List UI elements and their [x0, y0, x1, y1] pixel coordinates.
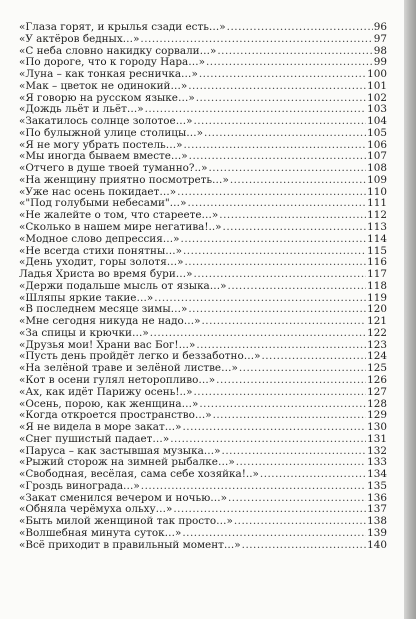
toc-entry-title: «Мне сегодня никуда не надо…» [19, 315, 201, 328]
toc-entry-title: «Мы иногда бываем вместе…» [19, 150, 188, 163]
toc-entry-page-number: 121 [367, 315, 387, 328]
toc-entry-page-number: 131 [367, 432, 387, 445]
toc-entry-title: «У актёров бедных…» [19, 32, 140, 45]
toc-entry-title: «Закатилось солнце золотое…» [19, 115, 193, 128]
toc-entry-title: «По булыжной улице столицы…» [19, 126, 204, 139]
toc-entry-title: Ладья Христа во время бури…» [19, 268, 193, 281]
toc-entry-title: «Шляпы яркие такие…» [19, 291, 154, 304]
toc-leader-dots [216, 375, 366, 387]
toc-entry-title: «Мак – цветок не одинокий…» [19, 79, 188, 92]
toc-entry-page-number: 109 [367, 173, 387, 186]
toc-entry-page-number: 138 [367, 515, 387, 528]
toc-entry-title: «Модное слово депрессия…» [19, 232, 180, 245]
toc-entry-page-number: 110 [367, 185, 387, 198]
toc-leader-dots [188, 81, 366, 93]
toc-entry-page-number: 106 [367, 138, 387, 151]
toc-entry-title: «На зелёной траве и зелёной листве…» [19, 362, 238, 375]
toc-leader-dots [182, 528, 366, 540]
toc-leader-dots [227, 22, 373, 34]
toc-entry-title: «Не всегда стихи понятны…» [19, 244, 182, 257]
toc-entry-title: «Быть милой женщиной так просто…» [19, 515, 233, 528]
toc-entry-title: «Волшебная минута суток…» [19, 526, 182, 539]
toc-entry-title: «За спицы и крючки…» [19, 326, 149, 339]
toc-entry-title: «Пусть день пройдёт легко и беззаботно…» [19, 350, 261, 363]
toc-entry-page-number: 134 [367, 468, 387, 481]
toc-leader-dots [228, 493, 366, 505]
toc-entry-page-number: 129 [367, 409, 387, 422]
toc-entry-title: «Осень, порою, как женщина…» [19, 397, 199, 410]
toc-entry [19, 81, 387, 93]
toc-leader-dots [140, 34, 372, 46]
toc-entry-title: «Глаза горят, и крылья сзади есть…» [19, 21, 226, 33]
toc-entry [19, 481, 387, 493]
toc-entry-title: «Держи подальше мысль от языка…» [19, 279, 227, 292]
toc-entry [19, 175, 387, 187]
toc-entry-page-number: 113 [367, 221, 387, 234]
toc-entry-page-number: 100 [367, 68, 387, 81]
toc-leader-dots [206, 57, 373, 69]
toc-leader-dots [223, 222, 367, 234]
toc-leader-dots [201, 316, 366, 328]
toc-entry [19, 281, 387, 293]
toc-leader-dots [199, 69, 366, 81]
toc-entry-page-number: 124 [367, 350, 387, 363]
toc-entry-page-number: 139 [367, 526, 387, 539]
toc-leader-dots [242, 540, 367, 552]
toc-entry-page-number: 108 [367, 162, 387, 175]
toc-entry-title: «Обняла черёмуха ольху…» [19, 503, 173, 516]
toc-leader-dots [219, 210, 366, 222]
toc-entry-page-number: 98 [373, 44, 387, 57]
toc-leader-dots [183, 422, 367, 434]
toc-entry [19, 540, 387, 552]
toc-entry [19, 387, 387, 399]
toc-entry [19, 328, 387, 340]
toc-entry-title: «Снег пушистый падает…» [19, 432, 170, 445]
toc-entry [19, 375, 387, 387]
toc-entry-page-number: 122 [367, 326, 387, 339]
toc-entry-page-number: 104 [367, 115, 387, 128]
toc-entry-title: «Паруса – как застывшая музыка…» [19, 444, 221, 457]
toc-entry-page-number: 120 [367, 303, 387, 316]
toc-entry-page-number: 105 [367, 126, 387, 139]
toc-entry-page-number: 132 [367, 444, 387, 457]
toc-entry-title: «Сколько в нашем мире негатива!..» [19, 221, 222, 234]
toc-entry [19, 128, 387, 140]
toc-leader-dots [189, 151, 366, 163]
toc-entry [19, 234, 387, 246]
toc-entry-title: «Уже нас осень покидает…» [19, 185, 177, 198]
toc-entry-page-number: 135 [367, 479, 387, 492]
toc-entry-title: «Луна – как тонкая ресничка…» [19, 68, 198, 81]
toc-leader-dots [141, 481, 366, 493]
toc-entry [19, 434, 387, 446]
toc-leader-dots [170, 434, 366, 446]
toc-entry-title: «"Под голубыми небесами"…» [19, 197, 187, 210]
toc-entry-title: «Я не могу убрать постель…» [19, 138, 183, 151]
toc-leader-dots [213, 410, 367, 422]
table-of-contents [19, 22, 387, 551]
toc-entry-title: «Гроздь винограда…» [19, 479, 140, 492]
toc-entry-page-number: 126 [367, 373, 387, 386]
toc-leader-dots [239, 363, 366, 375]
toc-entry-title: «Не жалейте о том, что стареете…» [19, 209, 219, 222]
toc-leader-dots [193, 116, 366, 128]
toc-entry-title: «Закат сменился вечером и ночью…» [19, 491, 227, 504]
toc-entry [19, 34, 387, 46]
toc-entry-title: «В последнем месяце зимы…» [19, 303, 188, 316]
toc-leader-dots [260, 469, 366, 481]
toc-leader-dots [150, 328, 366, 340]
toc-entry-title: «Свободная, весёлая, сама себе хозяйка!..» [19, 468, 259, 481]
toc-entry-title: «Я говорю на русском языке…» [19, 91, 195, 104]
toc-entry-title: «Я не видела в море закат…» [19, 421, 182, 434]
toc-entry-title: «Друзья мои! Храни вас Бог!…» [19, 338, 196, 351]
toc-entry-page-number: 128 [367, 397, 387, 410]
toc-entry-page-number: 137 [367, 503, 387, 516]
toc-entry-page-number: 136 [367, 491, 387, 504]
toc-entry-page-number: 116 [367, 256, 387, 269]
toc-entry-title: «Дождь льёт и льёт…» [19, 103, 144, 116]
toc-entry-page-number: 101 [367, 79, 387, 92]
toc-entry-page-number: 130 [367, 421, 387, 434]
toc-entry-page-number: 111 [367, 197, 387, 210]
toc-entry-page-number: 99 [373, 56, 387, 69]
toc-entry-title: «Кот в осени гулял неторопливо…» [19, 373, 216, 386]
toc-entry-page-number: 97 [373, 32, 387, 45]
toc-leader-dots [228, 281, 367, 293]
toc-entry-page-number: 103 [367, 103, 387, 116]
toc-leader-dots [177, 187, 366, 199]
toc-entry-page-number: 117 [367, 268, 387, 281]
toc-entry-page-number: 115 [367, 244, 387, 257]
toc-entry-page-number: 118 [367, 279, 387, 292]
toc-entry-page-number: 140 [367, 538, 387, 551]
toc-entry-title: «Когда откроется пространство…» [19, 409, 212, 422]
toc-entry [19, 22, 387, 34]
toc-leader-dots [204, 128, 366, 140]
toc-leader-dots [193, 387, 366, 399]
toc-entry [19, 528, 387, 540]
toc-leader-dots [196, 93, 366, 105]
toc-entry-page-number: 107 [367, 150, 387, 163]
toc-entry-page-number: 125 [367, 362, 387, 375]
toc-leader-dots [181, 234, 367, 246]
toc-leader-dots [185, 257, 367, 269]
toc-entry-title: «Всё приходит в правильный момент…» [19, 538, 241, 551]
toc-entry-page-number: 114 [367, 232, 387, 245]
toc-entry-title: «Отчего в душе твоей туманно?..» [19, 162, 208, 175]
toc-leader-dots [183, 140, 366, 152]
toc-leader-dots [208, 163, 366, 175]
toc-entry-page-number: 112 [367, 209, 387, 222]
toc-entry-title: «На женщину приятно посмотреть…» [19, 173, 229, 186]
toc-leader-dots [188, 304, 366, 316]
toc-entry-page-number: 133 [367, 456, 387, 469]
toc-leader-dots [183, 246, 366, 258]
toc-entry-page-number: 96 [373, 21, 387, 33]
page-edge-shadow [404, 0, 416, 619]
toc-leader-dots [217, 46, 372, 58]
toc-entry-page-number: 119 [367, 291, 387, 304]
toc-leader-dots [199, 399, 366, 411]
toc-entry-title: «По дороге, что к городу Нара…» [19, 56, 205, 69]
toc-leader-dots [230, 175, 366, 187]
toc-entry-title: «С неба словно накидку сорвали…» [19, 44, 217, 57]
toc-leader-dots [222, 446, 367, 458]
toc-entry-page-number: 123 [367, 338, 387, 351]
toc-leader-dots [261, 351, 366, 363]
toc-entry-page-number: 102 [367, 91, 387, 104]
toc-leader-dots [234, 516, 366, 528]
toc-entry-page-number: 127 [367, 385, 387, 398]
toc-entry-title: «Ах, как идёт Парижу осень!..» [19, 385, 193, 398]
toc-entry-title: «День уходит, горы золотя…» [19, 256, 184, 269]
toc-entry-title: «Рыжий сторож на зимней рыбалке…» [19, 456, 235, 469]
